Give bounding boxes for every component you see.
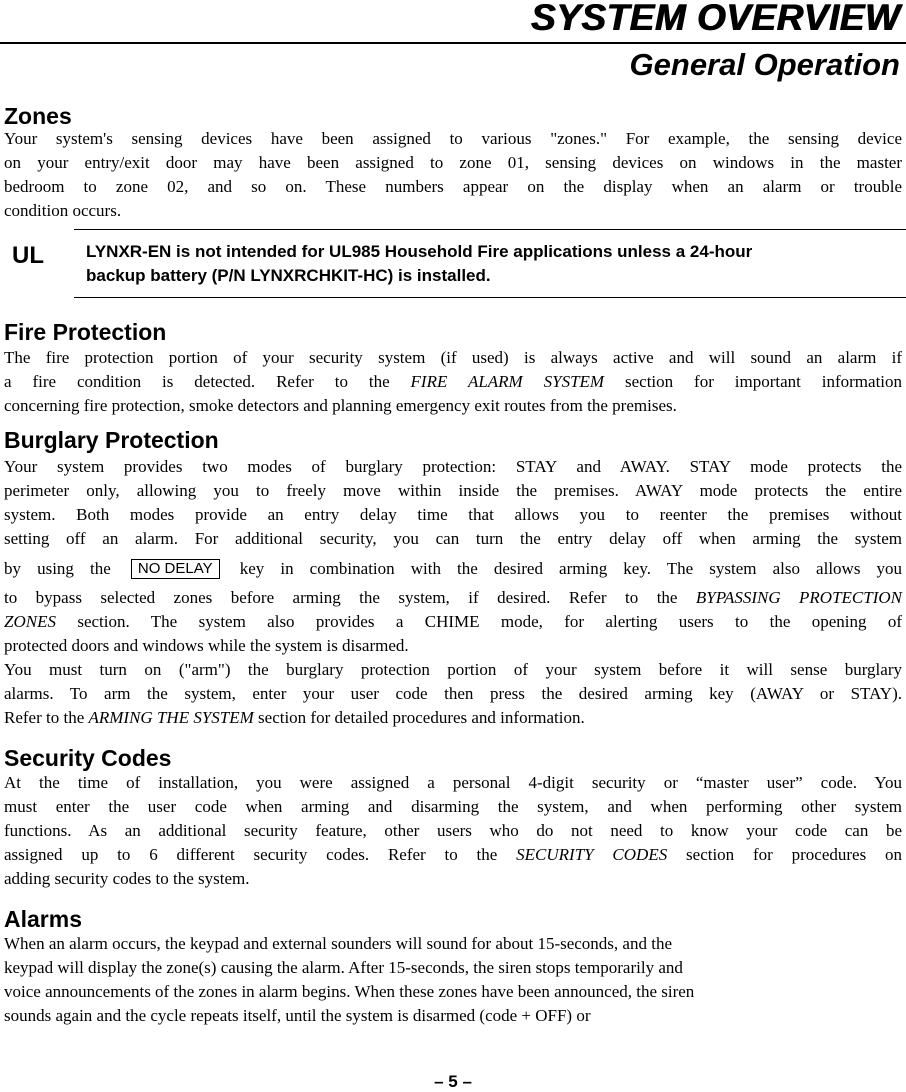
codes-paragraph	[4, 771, 902, 891]
codes-heading: Security Codes	[4, 745, 172, 771]
fire-paragraph	[4, 346, 902, 418]
burglary-line: Refer to the ARMING THE SYSTEM section for detailed procedures and information.	[4, 708, 585, 727]
alarms-line: keypad will display the zone(s) causing the alarm. After 15-seconds, the siren stops temporarily and	[4, 958, 683, 977]
page-title: SYSTEM OVERVIEW	[530, 0, 900, 38]
fire-line: The fire protection portion of your security system (if used) is always active and will sound an alarm if	[4, 348, 902, 367]
title-divider	[0, 42, 906, 44]
codes-line: must enter the user code when arming and disarming the system, and when performing other system	[4, 797, 902, 816]
page-number: – 5 –	[434, 1072, 472, 1091]
ul-logo-text: UL	[12, 242, 44, 269]
burglary-paragraph-2	[4, 658, 902, 730]
burglary-line: protected doors and windows while the system is disarmed.	[4, 636, 409, 655]
alarms-heading: Alarms	[4, 906, 82, 932]
alarms-line: When an alarm occurs, the keypad and external sounders will sound for about 15-seconds, and the	[4, 934, 672, 953]
burglary-line: You must turn on ("arm") the burglary protection portion of your system before it will sense burglary	[4, 660, 902, 679]
zones-heading: Zones	[4, 103, 72, 129]
codes-line: functions. As an additional security feature, other users who do not need to know your code can be	[4, 821, 902, 840]
note-bottom-rule	[74, 297, 906, 298]
arming-the-system-ref: ARMING THE SYSTEM	[88, 708, 254, 727]
burglary-line: perimeter only, allowing you to freely move within inside the premises. AWAY mode protects the entire	[4, 481, 902, 500]
burglary-line: alarms. To arm the system, enter your user code then press the desired arming key (AWAY or STAY).	[4, 684, 902, 703]
ul-note	[86, 240, 886, 288]
burglary-line: setting off an alarm. For additional security, you can turn the entry delay off when arming the system	[4, 529, 902, 548]
fire-heading: Fire Protection	[4, 319, 167, 345]
no-delay-key: NO DELAY	[131, 559, 220, 579]
zones-line: on your entry/exit door may have been assigned to zone 01, sensing devices on windows in the master	[4, 153, 902, 172]
codes-line: adding security codes to the system.	[4, 869, 250, 888]
zones-paragraph	[4, 127, 902, 223]
burglary-line: to bypass selected zones before arming the system, if desired. Refer to the BYPASSING PROTECTION	[4, 588, 902, 607]
ul-logo	[12, 244, 44, 268]
alarms-line: sounds again and the cycle repeats itself, until the system is disarmed (code + OFF) or	[4, 1006, 591, 1025]
burglary-paragraph	[4, 455, 902, 658]
codes-line: assigned up to 6 different security codes. Refer to the SECURITY CODES section for procedures on	[4, 845, 903, 864]
burglary-line: Your system provides two modes of burglary protection: STAY and AWAY. STAY mode protects the	[4, 457, 902, 476]
burglary-line: by using the NO DELAY key in combination with the desired arming key. The system also allows you	[4, 559, 903, 578]
ul-note-line: LYNXR-EN is not intended for UL985 Household Fire applications unless a 24-hour	[86, 242, 753, 261]
zones-line: bedroom to zone 02, and so on. These numbers appear on the display when an alarm or trouble	[4, 177, 902, 196]
zones-line: Your system's sensing devices have been assigned to various "zones." For example, the sensing device	[4, 129, 902, 148]
fire-line: a fire condition is detected. Refer to the FIRE ALARM SYSTEM section for important information	[4, 372, 903, 391]
page-subtitle: General Operation	[629, 47, 900, 82]
zones-line: condition occurs.	[4, 201, 122, 220]
codes-line: At the time of installation, you were assigned a personal 4-digit security or “master user” code. You	[4, 773, 902, 792]
ul-note-line: backup battery (P/N LYNXRCHKIT-HC) is installed.	[86, 266, 491, 285]
alarms-line: voice announcements of the zones in alarm begins. When these zones have been announced, the siren	[4, 982, 695, 1001]
fire-line: concerning fire protection, smoke detectors and planning emergency exit routes from the premises.	[4, 396, 677, 415]
fire-alarm-system-ref: FIRE ALARM SYSTEM	[410, 372, 605, 391]
note-top-rule	[74, 229, 906, 230]
burglary-heading: Burglary Protection	[4, 427, 219, 453]
burglary-line: system. Both modes provide an entry delay time that allows you to reenter the premises without	[4, 505, 902, 524]
burglary-line: ZONES section. The system also provides a CHIME mode, for alerting users to the opening of	[4, 612, 903, 631]
bypassing-protection-ref: BYPASSING PROTECTION	[695, 588, 902, 607]
security-codes-ref: SECURITY CODES	[516, 845, 668, 864]
alarms-paragraph	[4, 932, 902, 1028]
